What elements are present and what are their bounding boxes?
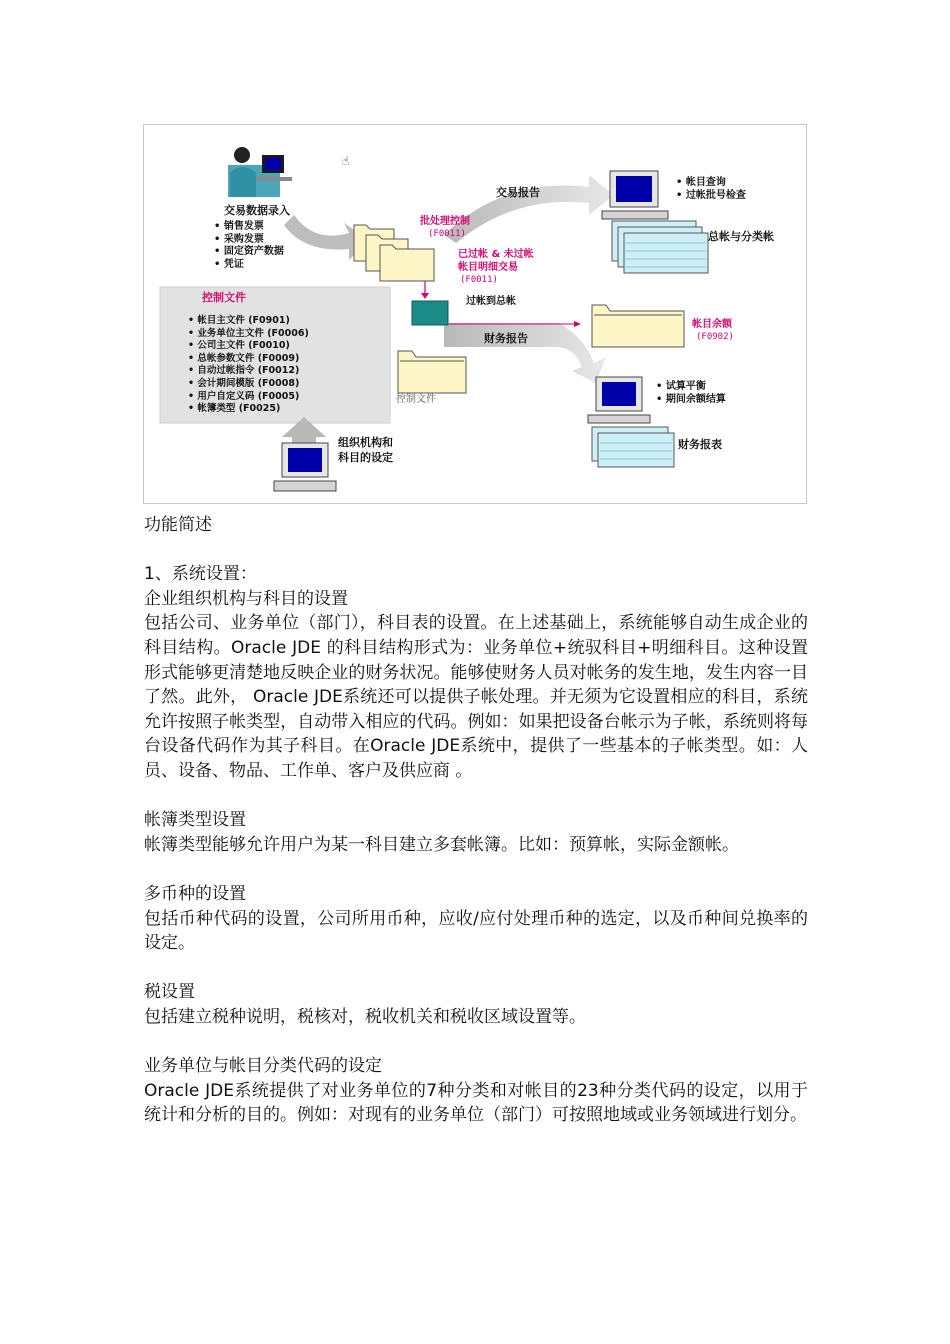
query-item: • 帐目查询	[676, 177, 726, 188]
control-files-title: 控制文件	[202, 291, 246, 304]
control-folder	[398, 351, 466, 393]
control-file-item: • 公司主文件 (F0010)	[188, 340, 290, 352]
data-entry-item: • 销售发票	[214, 221, 264, 232]
control-file-item: • 业务单位主文件 (F0006)	[188, 327, 309, 339]
control-file-item: • 总帐参数文件 (F0009)	[188, 352, 300, 364]
document-body	[144, 513, 808, 1128]
gl-report-stack	[612, 221, 708, 273]
query-list	[676, 177, 746, 202]
org-setup-line2: 科目的设定	[338, 451, 393, 464]
data-entry-list	[214, 221, 284, 271]
batch-control-code: (F0011)	[428, 229, 466, 239]
section-title: 1、系统设置：	[144, 564, 257, 585]
data-entry-item: • 凭证	[214, 258, 244, 270]
query-item: • 过帐批号检查	[676, 189, 746, 201]
balance-label: 帐目余额	[692, 319, 732, 330]
transaction-report-label: 交易报告	[496, 186, 540, 199]
category-title: 业务单位与帐目分类代码的设定	[144, 1056, 382, 1077]
financial-report-label: 财务报告	[484, 332, 528, 345]
doc-heading: 功能简述	[144, 515, 212, 535]
batch-control-label: 批处理控制	[420, 216, 470, 227]
computer-org-setup	[274, 443, 336, 491]
currency-title: 多币种的设置	[144, 883, 246, 904]
control-file-item: • 会计期间模版 (F0008)	[188, 377, 300, 389]
tax-title: 税设置	[144, 982, 195, 1003]
control-folder-label: 控制文件	[396, 394, 436, 405]
control-files-list	[188, 315, 309, 416]
balance-item: • 期间余额结算	[656, 393, 726, 405]
control-file-item: • 帐目主文件 (F0901)	[188, 315, 290, 326]
org-title: 企业组织机构与科目的设置	[144, 588, 348, 609]
posted-unposted-label: 已过帐 & 未过帐	[458, 249, 534, 260]
currency-body: 包括币种代码的设置，公司所用币种，应收/应付处理币种的选定，以及币种间兑换率的设定。	[144, 908, 808, 954]
process-diagram	[143, 124, 807, 504]
fin-statements-label: 财务报表	[678, 438, 722, 451]
ledger-body: 帐簿类型能够允许用户为某一科目建立多套帐簿。比如：预算帐，实际金额帐。	[144, 834, 739, 855]
tax-body: 包括建立税种说明，税核对，税收机关和税收区域设置等。	[144, 1006, 586, 1027]
detail-trans-label: 帐目明细交易	[458, 262, 518, 273]
org-setup-line1: 组织机构和	[338, 436, 393, 449]
person-at-computer	[228, 147, 292, 197]
data-entry-item: • 采购发票	[214, 233, 264, 245]
fin-statement-stack	[592, 427, 674, 467]
balance-list	[656, 381, 726, 406]
category-body: Oracle JDE系统提供了对业务单位的7种分类和对帐目的23种分类代码的设定，以用于统计和分析的目的。例如：对现有的业务单位（部门）可按照地域或业务领域进行划分。	[144, 1080, 808, 1126]
computer-query	[602, 171, 668, 219]
post-box	[412, 301, 448, 325]
data-entry-title: 交易数据录入	[224, 204, 290, 217]
data-entry-item: • 固定资产数据	[214, 246, 284, 257]
control-file-item: • 用户自定义码 (F0005)	[188, 390, 300, 402]
control-file-item: • 自动过帐指令 (F0012)	[188, 365, 300, 377]
balance-arrow-head	[574, 321, 581, 327]
batch-folder-3	[380, 245, 434, 281]
gl-label: 总帐与分类帐	[708, 230, 774, 243]
balance-folder	[592, 305, 684, 347]
post-to-gl-label: 过帐到总帐	[466, 296, 516, 307]
org-body: 包括公司、业务单位（部门），科目表的设置。在上述基础上，系统能够自动生成企业的科目结构。Oracle JDE 的科目结构形式为：业务单位+统驭科目+明细科目。这种设置形式能够更清楚地反映企业的财务状况。能够使财务人员对帐务的发生地，发生内容一目了然。此外， Oracle JDE系统还可以提供子帐处理。并无须为它设置相应的科目，系统允许按照子帐类型，自动带入相应的代码。例如：如果把设备台帐示为子帐，系统则将每台设备代码作为其子科目。在Oracle JDE系统中，提供了一些基本的子帐类型。如：人员、设备、物品、工作单、客户及供应商 。	[144, 613, 808, 781]
control-file-item: • 帐簿类型 (F0025)	[188, 403, 281, 415]
balance-code: (F0902)	[696, 332, 734, 342]
detail-trans-code: (F0011)	[460, 275, 498, 285]
balance-item: • 试算平衡	[656, 381, 706, 392]
hand-cursor-icon: ☝	[342, 154, 350, 168]
computer-trial-balance	[588, 377, 650, 423]
down-arrow-head	[421, 293, 429, 299]
ledger-title: 帐簿类型设置	[144, 810, 246, 831]
